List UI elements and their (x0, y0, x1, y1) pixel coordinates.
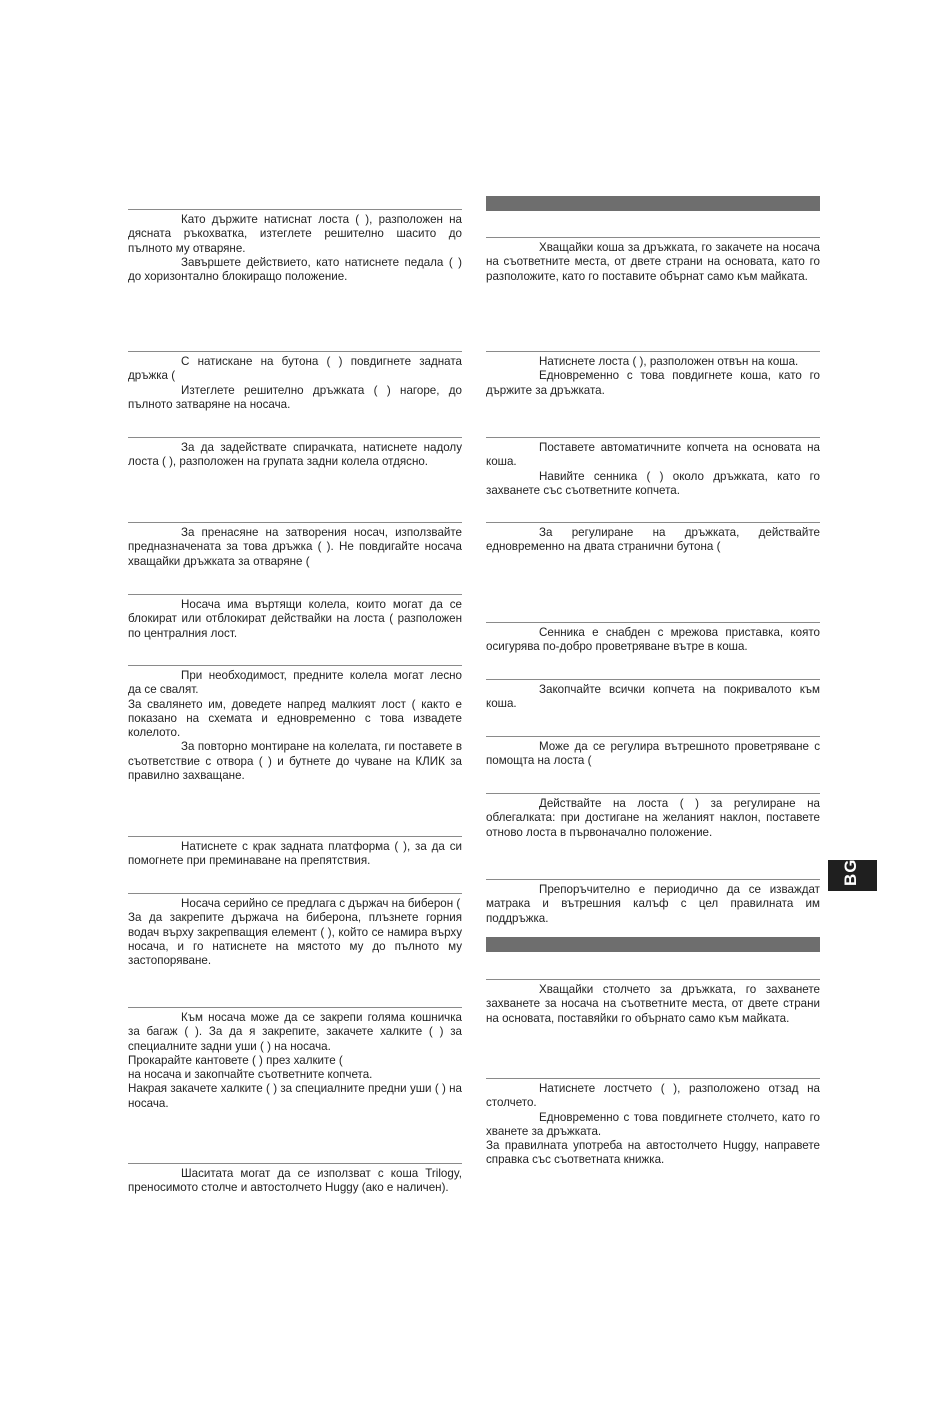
section-divider (486, 351, 820, 352)
paragraph: Шаситата могат да се използват с коша Trilogy, преносимото столче и автостолчето Huggy (ако е наличен). (128, 1167, 462, 1195)
handle-adjust-section (486, 522, 820, 555)
section-divider (486, 793, 820, 794)
rear-platform-section (128, 836, 462, 869)
paragraph: Като държите натиснат лоста ( ), разположен на дясната ръкохватка, изтеглете решително шасито до пълното му отваряне. (128, 213, 462, 255)
section-divider (486, 1078, 820, 1079)
car-seat-header-bar (486, 937, 820, 952)
paragraph: Към носача може да се закрепи голяма кошничка за багаж ( ). За да я закрепите, закачете халките ( ) за специалните задни уши ( ) на носача. (128, 1011, 462, 1053)
open-chassis-section (128, 209, 462, 284)
paragraph: Хващайки коша за дръжката, го закачете на носача на съответните места, от двете страни на основата, като го разположите, като го поставите обърнат само към майката. (486, 241, 820, 283)
section-divider (486, 522, 820, 523)
paragraph: Препоръчително е периодично да се изваждат матрака и вътрешния калъф с цел правилната им поддръжка. (486, 883, 820, 925)
paragraph: Носача серийно се предлага с държач на биберон ( (181, 897, 461, 910)
section-divider (128, 437, 462, 438)
section-divider (128, 522, 462, 523)
paragraph: Натиснете лостчето ( ), разположено отзад на столчето. (486, 1082, 820, 1110)
attach-car-seat-section (486, 979, 820, 1026)
paragraph: Закопчайте всички копчета на покривалото към коша. (486, 683, 820, 711)
paragraph: Носача има въртящи колела, които могат да се блокират или отблокират действайки на лоста ( разположен по централния лост. (128, 598, 462, 640)
attach-carrycot-section (486, 237, 820, 284)
paragraph: Едновременно с това повдигнете столчето, като го хванете за дръжката. (486, 1110, 820, 1138)
paragraph: За пренасяне на затворения носач, използвайте предназначената за това дръжка ( ). Не повдигайте носача хващайки дръжката за отваряне ( (128, 526, 462, 568)
paragraph: За правилната употреба на автостолчето Huggy, направете справка със съответната книжка. (486, 1139, 820, 1167)
paragraph: на носача и закопчайте съответните копчета. (128, 1068, 373, 1082)
compatibility-section (128, 1163, 462, 1196)
section-divider (128, 351, 462, 352)
language-label: BG (841, 858, 860, 886)
paragraph: Завършете действието, като натиснете педала ( ) до хоризонтално блокиращо положение. (128, 255, 462, 284)
front-wheels-section (128, 665, 462, 783)
language-tab (828, 860, 877, 891)
section-divider (486, 879, 820, 880)
carrycot-header-bar (486, 196, 820, 211)
section-divider (486, 622, 820, 623)
paragraph: За свалянето им, доведете напред малкият лост ( както е показано на схемата и едновременно с това извадете колелото. (128, 697, 462, 740)
paragraph: Навийте сенника ( ) около дръжката, като го захванете със съответните копчета. (486, 469, 820, 497)
paragraph: Накрая закачете халките ( ) за специалните предни уши ( ) на носача. (128, 1082, 462, 1110)
mesh-section (486, 622, 820, 655)
section-divider (128, 594, 462, 595)
section-divider (128, 209, 462, 210)
paragraph: Поставете автоматичните копчета на основата на коша. (486, 441, 820, 469)
section-divider (128, 665, 462, 666)
swivel-wheels-section (128, 594, 462, 641)
section-divider (128, 893, 462, 894)
remove-car-seat-section (486, 1078, 820, 1168)
section-divider (486, 979, 820, 980)
cover-section (486, 679, 820, 712)
section-divider (128, 1163, 462, 1164)
paragraph: Прокарайте кантовете ( ) през халките ( (128, 1053, 343, 1067)
close-chassis-section (128, 351, 462, 412)
bottle-holder-section (128, 893, 462, 968)
paragraph: За повторно монтиране на колелата, ги поставете в съответствие с отвора ( ) и бутнете до чуване на КЛИК за правилно захващане. (128, 740, 462, 783)
paragraph: Изтеглете решително дръжката ( ) нагоре, до пълното затваряне на носача. (128, 383, 462, 411)
paragraph: Натиснете с крак задната платформа ( ), за да си помогнете при преминаване на препятствия. (128, 840, 462, 868)
paragraph: За да закрепите държача на биберона, плъзнете горния водач върху закрепващия елемент ( ), който се намира върху носача, и го натиснете на мястото му до пълното му застопоряване. (128, 911, 462, 968)
carry-section (128, 522, 462, 569)
paragraph: За регулиране на дръжката, действайте едновременно на двата странични бутона ( (486, 526, 820, 554)
paragraph: Едновременно с това повдигнете коша, като го държите за дръжката. (486, 369, 820, 397)
backrest-section (486, 793, 820, 840)
hood-section (486, 437, 820, 498)
paragraph: Сенника е снабден с мрежова приставка, която осигурява по-добро проветряване вътре в коша. (486, 626, 820, 654)
section-divider (128, 836, 462, 837)
section-divider (128, 1007, 462, 1008)
section-divider (486, 437, 820, 438)
section-header-bar (486, 196, 820, 211)
section-divider (486, 237, 820, 238)
paragraph: За да задействате спирачката, натиснете надолу лоста ( ), разположен на групата задни колела отдясно. (128, 441, 462, 469)
section-divider (486, 736, 820, 737)
paragraph: Натиснете лоста ( ), разположен отвън на коша. (539, 355, 799, 368)
brake-section (128, 437, 462, 470)
paragraph: При необходимост, предните колела могат лесно да се свалят. (128, 669, 462, 697)
section-header-bar (486, 937, 820, 952)
paragraph: Може да се регулира вътрешното проветряване с помощта на лоста ( (486, 740, 820, 768)
maintenance-section (486, 879, 820, 926)
paragraph: Хващайки столчето за дръжката, го захванете захванете за носача на съответните места, от двете страни на основата, поставяйки го обърнато само към майката. (486, 983, 820, 1025)
paragraph: Действайте на лоста ( ) за регулиране на облегалката: при достигане на желаният наклон, поставете отново лоста в първоначално положение. (486, 797, 820, 839)
remove-carrycot-section (486, 351, 820, 398)
section-divider (486, 679, 820, 680)
ventilation-section (486, 736, 820, 769)
basket-section (128, 1007, 462, 1111)
paragraph: С натискане на бутона ( ) повдигнете задната дръжка ( (128, 355, 462, 383)
